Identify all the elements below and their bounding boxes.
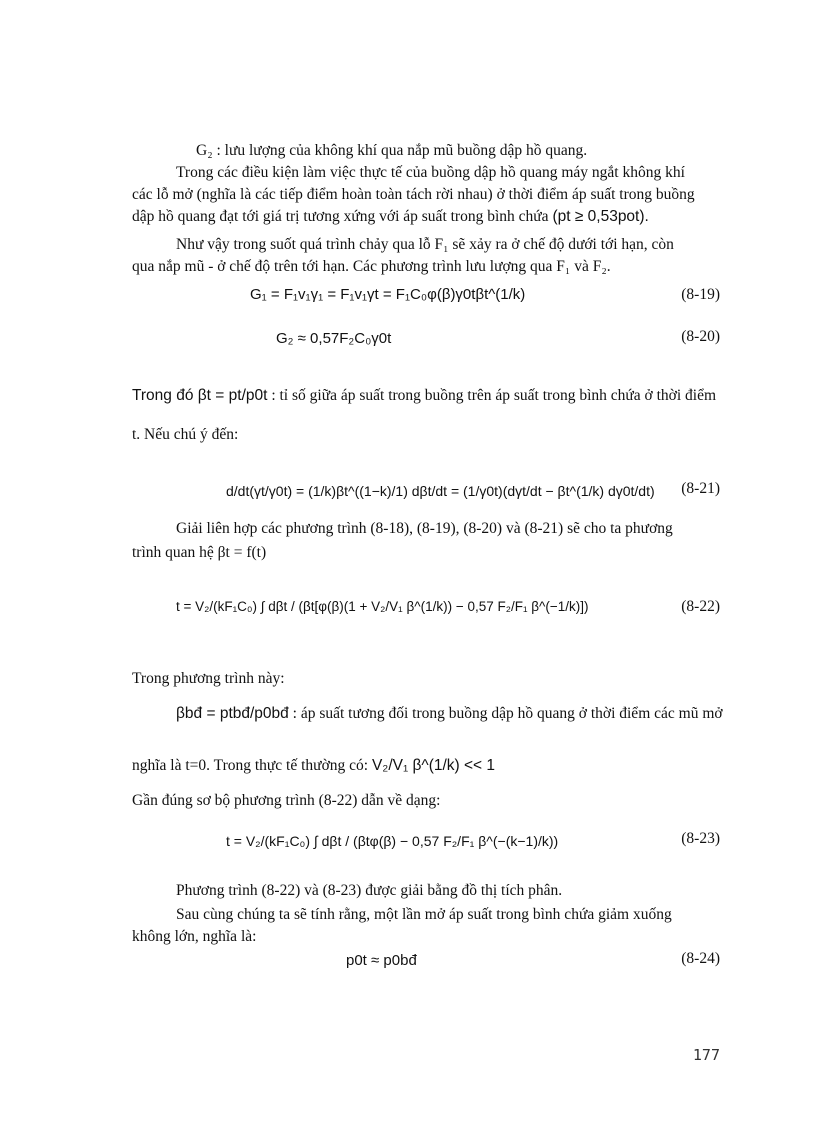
equation-8-24-number: (8-24) — [681, 950, 720, 967]
equation-8-24: p0t ≈ p0bđ — [346, 952, 417, 969]
beta-bd-description: : áp suất tương đối trong buồng dập hồ quang ở thời điểm các mũ mở — [292, 705, 723, 722]
solve-line: Phương trình (8-22) và (8-23) được giải bằng đồ thị tích phân. — [176, 882, 563, 899]
paragraph-1-line-1: Trong các điều kiện làm việc thực tế của buồng dập hồ quang máy ngắt không khí — [176, 164, 685, 181]
paragraph-1-line-2: các lỗ mở (nghĩa là các tiếp điểm hoàn toàn tách rời nhau) ở thời điểm áp suất trong buồng — [132, 186, 695, 203]
paragraph-1-line-3 — [132, 206, 649, 228]
equation-8-19: G₁ = F₁v₁γ₁ = F₁v₁γt = F₁C₀φ(β)γ0tβt^(1/k) — [250, 286, 526, 303]
equation-8-23: t = V₂/(kF₁C₀) ∫ dβt / (βtφ(β) − 0,57 F₂/F₁ β^(−(k−1)/k)) — [226, 833, 559, 849]
equation-8-20-number: (8-20) — [681, 328, 720, 345]
last-paragraph-line-1: Sau cùng chúng ta sẽ tính rằng, một lần mở áp suất trong bình chứa giảm xuống — [176, 906, 672, 923]
t0-text: nghĩa là t=0. Trong thực tế thường có: — [132, 757, 369, 774]
paragraph-3-line-1: Giải liên hợp các phương trình (8-18), (8-19), (8-20) và (8-21) sẽ cho ta phương — [176, 520, 673, 537]
where-line-2: t. Nếu chú ý đến: — [132, 426, 239, 443]
equation-8-22: t = V₂/(kF₁C₀) ∫ dβt / (βt[φ(β)(1 + V₂/V₁ β^(1/k)) − 0,57 F₂/F₁ β^(−1/k)]) — [176, 599, 589, 614]
beta-t-definition: Trong đó βt = pt/p0t — [132, 387, 268, 404]
equation-8-23-number: (8-23) — [681, 830, 720, 847]
where-line — [132, 385, 716, 407]
paragraph-3-line-2: trình quan hệ βt = f(t) — [132, 544, 267, 561]
approximation-line: Gần đúng sơ bộ phương trình (8-22) dẫn về dạng: — [132, 792, 441, 809]
in-this-equation: Trong phương trình này: — [132, 670, 285, 687]
equation-8-19-number: (8-19) — [681, 286, 720, 303]
equation-8-21-number: (8-21) — [681, 480, 720, 497]
paragraph-2-line-1: Như vậy trong suốt quá trình chảy qua lỗ F₁ sẽ xảy ra ở chế độ dưới tới hạn, còn — [176, 236, 674, 253]
page-number: 177 — [692, 1046, 720, 1064]
pressure-condition: (pt ≥ 0,53pot). — [552, 208, 649, 225]
beta-t-description: : tỉ số giữa áp suất trong buồng trên áp suất trong bình chứa ở thời điểm — [271, 387, 717, 404]
paragraph-1-line-3-text: dập hồ quang đạt tới giá trị tương xứng với áp suất trong bình chứa — [132, 208, 549, 225]
paragraph-2-line-2: qua nắp mũ - ở chế độ trên tới hạn. Các phương trình lưu lượng qua F₁ và F₂. — [132, 258, 611, 275]
equation-8-21: d/dt(γt/γ0t) = (1/k)βt^((1−k)/1) dβt/dt = (1/γ0t)(dγt/dt − βt^(1/k) dγ0t/dt) — [226, 483, 655, 499]
last-paragraph-line-2: không lớn, nghĩa là: — [132, 928, 257, 945]
equation-8-20: G₂ ≈ 0,57F₂C₀γ0t — [276, 330, 392, 347]
t0-line — [132, 755, 495, 777]
equation-8-22-number: (8-22) — [681, 598, 720, 615]
beta-bd-definition: βbđ = ptbđ/p0bđ — [176, 705, 289, 722]
g2-definition: G₂ : lưu lượng của không khí qua nắp mũ buồng dập hồ quang. — [196, 142, 588, 159]
t0-condition: V₂/V₁ β^(1/k) << 1 — [371, 757, 496, 774]
beta-bd-line — [176, 703, 723, 725]
